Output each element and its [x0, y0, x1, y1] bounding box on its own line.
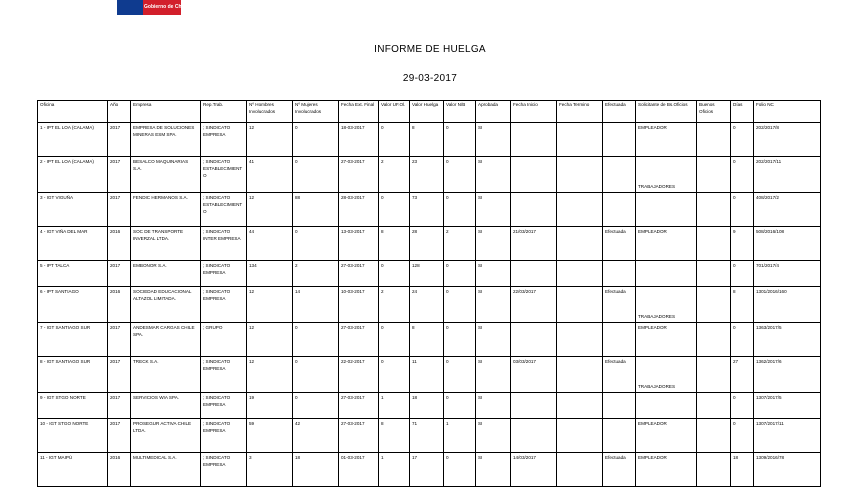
table-cell: 12 [247, 123, 293, 157]
table-cell: 2016 [108, 227, 131, 261]
table-cell [603, 193, 636, 227]
column-header: Valor UF.Ol. [379, 101, 410, 123]
table-cell: 0 [731, 419, 754, 453]
column-header: Aprobada [476, 101, 511, 123]
table-cell: 0 [444, 393, 476, 419]
report-date: 29-03-2017 [402, 73, 458, 84]
table-cell: 27-03-2017 [339, 419, 379, 453]
column-header: Año [108, 101, 131, 123]
table-cell: 0 [293, 323, 339, 357]
table-cell: 0 [731, 157, 754, 193]
table-cell: 27-03-2017 [339, 157, 379, 193]
table-cell [557, 419, 603, 453]
table-cell: 0 [293, 393, 339, 419]
table-cell: 5 - IPT TALCA [38, 261, 108, 287]
table-row [38, 357, 821, 393]
table-cell [557, 357, 603, 393]
table-cell [697, 453, 731, 487]
table-cell: 44 [247, 227, 293, 261]
table-cell: 0 [731, 323, 754, 357]
table-cell: 0 [731, 261, 754, 287]
table-row [38, 453, 821, 487]
column-header: Folio NC [754, 101, 821, 123]
table-cell: 1 [444, 419, 476, 453]
table-cell: 1307/2017/5 [754, 393, 821, 419]
table-cell: FENDIC HERMANOS S.A. [131, 193, 201, 227]
table-cell: Efectuada [603, 287, 636, 323]
table-cell: 1309/2016/78 [754, 453, 821, 487]
table-cell [557, 323, 603, 357]
table-cell: 0 [444, 453, 476, 487]
table-cell: 23 [410, 157, 444, 193]
table-cell: 22-02-2017 [339, 357, 379, 393]
table-cell: 0 [444, 123, 476, 157]
table-cell: 27-03-2017 [339, 393, 379, 419]
table-cell: 12 [247, 193, 293, 227]
table-cell: 18 [293, 453, 339, 487]
table-cell: 12 [247, 323, 293, 357]
table-cell: 2017 [108, 193, 131, 227]
table-cell [603, 123, 636, 157]
table-cell: SI [476, 419, 511, 453]
table-cell: ANDESMAR CARGAS CHILE SPA. [131, 323, 201, 357]
table-cell: 8 [410, 123, 444, 157]
table-row [38, 261, 821, 287]
table-cell [557, 157, 603, 193]
column-header: Fecha Ext. Final [339, 101, 379, 123]
table-cell: 701/2017/4 [754, 261, 821, 287]
table-cell: EMPLEADOR [636, 419, 697, 453]
table-cell: 9 - IGT STGO NORTE [38, 393, 108, 419]
table-cell [557, 193, 603, 227]
column-header: Nº Mujeres Involucrados [293, 101, 339, 123]
column-header: Valor Huelga [410, 101, 444, 123]
table-cell: SI [476, 261, 511, 287]
table-cell: TRABAJADORES [636, 357, 697, 393]
table-cell [697, 261, 731, 287]
column-header: Solicitante de Bs.Oficios [636, 101, 697, 123]
table-cell: 0 [444, 287, 476, 323]
table-cell: 2017 [108, 357, 131, 393]
table-cell: 18 [410, 393, 444, 419]
table-cell: EMPLEADOR [636, 227, 697, 261]
table-cell [557, 453, 603, 487]
table-cell: 28-03-2017 [339, 193, 379, 227]
table-cell: 8 - IGT SANTIAGO SUR [38, 357, 108, 393]
table-cell: 1307/2017/11 [754, 419, 821, 453]
table-cell: 0 [293, 357, 339, 393]
table-cell [697, 157, 731, 193]
column-header: Nº Hombres Involucrados [247, 101, 293, 123]
table-cell [557, 393, 603, 419]
table-cell: Efectuada [603, 227, 636, 261]
table-cell: 2016 [108, 453, 131, 487]
table-cell [603, 157, 636, 193]
table-cell: ; SINDICATO EMPRESA [201, 287, 247, 323]
table-cell: 408/2017/2 [754, 193, 821, 227]
table-cell [697, 123, 731, 157]
table-cell: 0 [444, 157, 476, 193]
table-cell: 18-03-2017 [339, 123, 379, 157]
table-cell [557, 123, 603, 157]
table-cell: 42 [293, 419, 339, 453]
table-row [38, 287, 821, 323]
table-cell: 8 [731, 287, 754, 323]
table-cell: 22/03/2017 [511, 287, 557, 323]
table-cell: SI [476, 287, 511, 323]
column-header: Fecha Inicio [511, 101, 557, 123]
table-cell: SI [476, 123, 511, 157]
table-cell [511, 123, 557, 157]
table-cell: 71 [410, 419, 444, 453]
table-cell: 0 [379, 323, 410, 357]
table-cell [603, 261, 636, 287]
table-cell [697, 323, 731, 357]
table-cell: 1301/2016/160 [754, 287, 821, 323]
table-row [38, 227, 821, 261]
table-cell: EMPLEADOR [636, 323, 697, 357]
table-cell: 27-03-2017 [339, 323, 379, 357]
column-header: Oficina [38, 101, 108, 123]
table-cell [697, 193, 731, 227]
table-cell: 18 [731, 453, 754, 487]
table-cell [603, 419, 636, 453]
table-cell: 2016 [108, 287, 131, 323]
table-cell: 19 [247, 393, 293, 419]
table-cell: SI [476, 193, 511, 227]
table-cell: 1 - IPT EL LOA (CALAMA) [38, 123, 108, 157]
table-cell: 0 [379, 261, 410, 287]
column-header: Valor N/B [444, 101, 476, 123]
table-cell: 0 [379, 193, 410, 227]
table-cell: 2 [444, 227, 476, 261]
table-cell: ; SINDICATO ESTABLECIMIENTO [201, 193, 247, 227]
table-cell: 3 [247, 453, 293, 487]
table-cell: 59 [247, 419, 293, 453]
table-cell: 134 [247, 261, 293, 287]
column-header: Rep.Trab. [201, 101, 247, 123]
table-cell [511, 157, 557, 193]
table-cell: TRABAJADORES [636, 287, 697, 323]
table-cell: 0 [444, 323, 476, 357]
table-cell: 8 [379, 227, 410, 261]
table-cell: 9 [731, 227, 754, 261]
table-cell [636, 393, 697, 419]
table-cell [511, 393, 557, 419]
table-cell: EMBONOR S.A. [131, 261, 201, 287]
table-cell [511, 193, 557, 227]
table-cell: 27-03-2017 [339, 261, 379, 287]
logo-text: Gobierno de Chile [144, 4, 188, 10]
table-row [38, 419, 821, 453]
table-cell: PROSEGUR ACTIVA CHILE LTDA. [131, 419, 201, 453]
table-cell [603, 323, 636, 357]
table-cell [511, 261, 557, 287]
column-header: Empresa [131, 101, 201, 123]
table-cell: 2 [379, 157, 410, 193]
table-cell: 10 - IGT STGO NORTE [38, 419, 108, 453]
table-cell: SOCIEDAD EDUCACIONAL ALTAZOL LIMITADA. [131, 287, 201, 323]
table-cell: 3 - IGT VIGUÑA [38, 193, 108, 227]
table-cell: 8 [410, 323, 444, 357]
logo-blue-block [117, 0, 143, 15]
table-cell [511, 419, 557, 453]
table-cell: 4 - IGT VIÑA DEL MAR [38, 227, 108, 261]
table-cell: 0 [731, 123, 754, 157]
table-cell: 2017 [108, 393, 131, 419]
table-cell [557, 287, 603, 323]
table-cell [603, 393, 636, 419]
table-cell: 11 - IGT MAIPÚ [38, 453, 108, 487]
table-cell: 8 [379, 419, 410, 453]
table-cell: ; SINDICATO INTER EMPRESA [201, 227, 247, 261]
table-cell: 1 [379, 453, 410, 487]
table-cell: 13-03-2017 [339, 227, 379, 261]
table-cell: 17 [410, 453, 444, 487]
table-cell: 2 - IPT EL LOA (CALAMA) [38, 157, 108, 193]
table-cell: 202/2017/11 [754, 157, 821, 193]
table-cell [511, 323, 557, 357]
table-cell: 12 [247, 357, 293, 393]
table-cell: 14/03/2017 [511, 453, 557, 487]
table-cell: ; SINDICATO EMPRESA [201, 357, 247, 393]
table-cell: 0 [731, 393, 754, 419]
table-cell [636, 193, 697, 227]
table-cell: 0 [444, 193, 476, 227]
table-cell: 0 [293, 157, 339, 193]
table-row [38, 123, 821, 157]
table-cell: 14 [293, 287, 339, 323]
table-cell: ; SINDICATO EMPRESA [201, 453, 247, 487]
table-cell: SI [476, 323, 511, 357]
table-cell: SOC DE TRANSPORTE INVERZAL LTDA. [131, 227, 201, 261]
table-cell: 2017 [108, 123, 131, 157]
column-header: Efectuada [603, 101, 636, 123]
government-logo [117, 0, 188, 15]
table-cell: 10-03-2017 [339, 287, 379, 323]
table-cell: 7 - IGT SANTIAGO SUR [38, 323, 108, 357]
table-cell [557, 227, 603, 261]
table-cell: Efectuada [603, 357, 636, 393]
table-cell: 0 [379, 357, 410, 393]
table-cell: ; SINDICATO EMPRESA [201, 123, 247, 157]
table-cell: 0 [379, 123, 410, 157]
table-cell: 2 [293, 261, 339, 287]
table-cell: 202/2017/8 [754, 123, 821, 157]
table-cell: ; SINDICATO EMPRESA [201, 393, 247, 419]
table-cell: 11 [410, 357, 444, 393]
table-cell: 0 [293, 123, 339, 157]
table-cell: EMPLEADOR [636, 123, 697, 157]
table-cell: Efectuada [603, 453, 636, 487]
table-cell: SI [476, 357, 511, 393]
table-cell: 1362/2017/6 [754, 357, 821, 393]
table-row [38, 393, 821, 419]
table-cell: 41 [247, 157, 293, 193]
table-cell: 2 [379, 287, 410, 323]
table-cell: ; SINDICATO EMPRESA [201, 419, 247, 453]
table-cell: 24 [410, 287, 444, 323]
table-cell: SERVICIOS WIA SPA. [131, 393, 201, 419]
column-header: Buenos Oficios [697, 101, 731, 123]
table-cell [697, 227, 731, 261]
table-cell: 2017 [108, 157, 131, 193]
column-header: Fecha Termino [557, 101, 603, 123]
table-cell: 1363/2017/5 [754, 323, 821, 357]
table-cell: TRABAJADORES [636, 157, 697, 193]
table-cell: 01-03-2017 [339, 453, 379, 487]
table-cell: 128 [410, 261, 444, 287]
table-cell: TRECK S.A. [131, 357, 201, 393]
table-cell: 27 [731, 357, 754, 393]
table-row [38, 323, 821, 357]
table-cell: 0 [444, 357, 476, 393]
table-cell [697, 287, 731, 323]
table-cell: 0 [293, 227, 339, 261]
table-cell: 2017 [108, 419, 131, 453]
table-cell: 2017 [108, 261, 131, 287]
table-cell: 28 [410, 227, 444, 261]
table-cell: 0 [444, 261, 476, 287]
table-cell: 2017 [108, 323, 131, 357]
table-cell: 03/03/2017 [511, 357, 557, 393]
table-cell: 88 [293, 193, 339, 227]
table-cell: 508/2016/108 [754, 227, 821, 261]
table-cell: ; GRUPO [201, 323, 247, 357]
table-cell: 21/03/2017 [511, 227, 557, 261]
table-cell: 1 [379, 393, 410, 419]
table-cell: 12 [247, 287, 293, 323]
table-cell: 73 [410, 193, 444, 227]
table-header-row [38, 101, 821, 123]
table-row [38, 157, 821, 193]
table-cell: ; SINDICATO EMPRESA [201, 261, 247, 287]
table-cell: SI [476, 157, 511, 193]
table-row [38, 193, 821, 227]
table-cell: 0 [731, 193, 754, 227]
strike-report-table [37, 100, 821, 487]
table-cell [557, 261, 603, 287]
table-cell: ; SINDICATO ESTABLECIMIENTO [201, 157, 247, 193]
table-cell: MULTIMEDICAL S.A. [131, 453, 201, 487]
table-cell [697, 357, 731, 393]
table-cell: EMPLEADOR [636, 453, 697, 487]
report-title: INFORME DE HUELGA [374, 44, 486, 55]
column-header: Días [731, 101, 754, 123]
table-cell: 6 - IPT SANTIAGO [38, 287, 108, 323]
table-cell: SI [476, 227, 511, 261]
table-cell [697, 419, 731, 453]
table-cell [697, 393, 731, 419]
table-cell: EMPRESA DE SOLUCIONES MINERAS ESM SPA. [131, 123, 201, 157]
table-cell [636, 261, 697, 287]
table-cell: SI [476, 453, 511, 487]
table-cell: SI [476, 393, 511, 419]
table-cell: BESALCO MAQUINARIAS S.A. [131, 157, 201, 193]
